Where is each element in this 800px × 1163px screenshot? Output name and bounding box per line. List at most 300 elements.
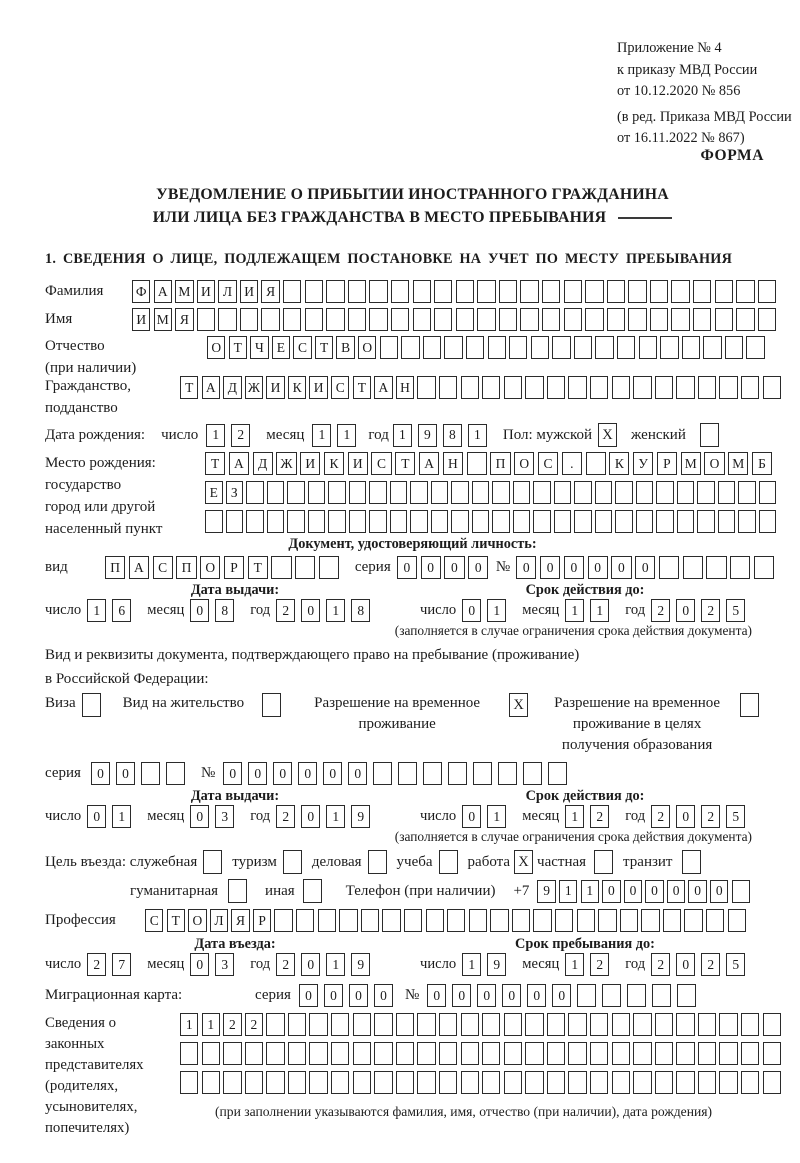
char-cell[interactable]: 9 xyxy=(537,880,555,903)
char-cell[interactable] xyxy=(671,280,689,303)
char-cell[interactable] xyxy=(639,336,657,359)
char-cell[interactable] xyxy=(620,909,638,932)
char-cell[interactable]: З xyxy=(226,481,244,504)
permit-valid-day[interactable] xyxy=(462,805,512,828)
char-cell[interactable] xyxy=(353,1071,371,1094)
char-cell[interactable] xyxy=(547,1013,565,1036)
char-cell[interactable] xyxy=(461,376,479,399)
char-cell[interactable] xyxy=(698,1042,716,1065)
char-cell[interactable]: 0 xyxy=(190,805,209,828)
char-cell[interactable]: А xyxy=(374,376,392,399)
char-cell[interactable]: 2 xyxy=(276,805,295,828)
char-cell[interactable] xyxy=(461,1042,479,1065)
char-cell[interactable] xyxy=(472,481,490,504)
char-cell[interactable] xyxy=(525,376,543,399)
char-cell[interactable] xyxy=(568,376,586,399)
char-cell[interactable]: 1 xyxy=(468,424,487,447)
char-cell[interactable]: Б xyxy=(752,452,772,475)
char-cell[interactable] xyxy=(353,1013,371,1036)
char-cell[interactable]: 0 xyxy=(588,556,608,579)
char-cell[interactable] xyxy=(444,336,462,359)
char-cell[interactable]: С xyxy=(153,556,173,579)
study-checkbox[interactable] xyxy=(439,850,458,874)
char-cell[interactable] xyxy=(682,850,701,874)
char-cell[interactable] xyxy=(698,1013,716,1036)
char-cell[interactable] xyxy=(520,308,538,331)
char-cell[interactable]: К xyxy=(324,452,344,475)
char-cell[interactable] xyxy=(82,693,101,717)
char-cell[interactable] xyxy=(287,481,305,504)
char-cell[interactable] xyxy=(725,336,743,359)
char-cell[interactable] xyxy=(331,1042,349,1065)
char-cell[interactable] xyxy=(715,308,733,331)
char-cell[interactable] xyxy=(660,336,678,359)
char-cell[interactable] xyxy=(650,280,668,303)
char-cell[interactable] xyxy=(700,423,719,447)
char-cell[interactable] xyxy=(283,850,302,874)
char-cell[interactable]: Р xyxy=(253,909,271,932)
doc-number-field[interactable] xyxy=(516,556,778,579)
char-cell[interactable]: 0 xyxy=(190,953,209,976)
char-cell[interactable] xyxy=(490,909,508,932)
char-cell[interactable]: Е xyxy=(205,481,223,504)
char-cell[interactable]: И xyxy=(309,376,327,399)
char-cell[interactable]: 2 xyxy=(276,599,295,622)
representatives-row3[interactable] xyxy=(180,1071,784,1094)
char-cell[interactable]: 0 xyxy=(540,556,560,579)
char-cell[interactable]: 7 xyxy=(112,953,131,976)
char-cell[interactable] xyxy=(706,556,726,579)
char-cell[interactable] xyxy=(682,336,700,359)
char-cell[interactable]: Н xyxy=(443,452,463,475)
char-cell[interactable] xyxy=(595,510,613,533)
char-cell[interactable]: 2 xyxy=(223,1013,241,1036)
char-cell[interactable] xyxy=(331,1013,349,1036)
char-cell[interactable] xyxy=(434,280,452,303)
citizenship-field[interactable] xyxy=(180,376,784,399)
char-cell[interactable] xyxy=(417,1042,435,1065)
char-cell[interactable] xyxy=(283,308,301,331)
char-cell[interactable] xyxy=(417,1071,435,1094)
char-cell[interactable]: 1 xyxy=(565,599,584,622)
char-cell[interactable] xyxy=(533,510,551,533)
char-cell[interactable] xyxy=(574,481,592,504)
char-cell[interactable] xyxy=(374,1071,392,1094)
residence-permit-checkbox[interactable] xyxy=(262,693,281,717)
char-cell[interactable] xyxy=(595,481,613,504)
char-cell[interactable] xyxy=(628,308,646,331)
char-cell[interactable] xyxy=(533,481,551,504)
char-cell[interactable] xyxy=(719,1071,737,1094)
char-cell[interactable]: 0 xyxy=(667,880,685,903)
char-cell[interactable]: 0 xyxy=(645,880,663,903)
birthplace-row2[interactable] xyxy=(205,481,779,504)
char-cell[interactable]: 0 xyxy=(602,880,620,903)
char-cell[interactable]: И xyxy=(240,280,258,303)
char-cell[interactable]: 0 xyxy=(190,599,209,622)
char-cell[interactable]: 0 xyxy=(299,984,318,1007)
name-field[interactable] xyxy=(132,308,779,331)
char-cell[interactable] xyxy=(431,510,449,533)
char-cell[interactable] xyxy=(308,481,326,504)
char-cell[interactable]: Т xyxy=(167,909,185,932)
char-cell[interactable]: О xyxy=(207,336,225,359)
char-cell[interactable]: А xyxy=(129,556,149,579)
char-cell[interactable]: 0 xyxy=(427,984,446,1007)
char-cell[interactable] xyxy=(740,693,759,717)
char-cell[interactable]: 0 xyxy=(301,599,320,622)
doc-valid-day[interactable] xyxy=(462,599,512,622)
char-cell[interactable] xyxy=(676,1013,694,1036)
char-cell[interactable] xyxy=(451,481,469,504)
char-cell[interactable] xyxy=(741,1013,759,1036)
char-cell[interactable]: 0 xyxy=(552,984,571,1007)
entry-year[interactable] xyxy=(276,953,376,976)
char-cell[interactable] xyxy=(205,510,223,533)
char-cell[interactable]: 1 xyxy=(326,805,345,828)
char-cell[interactable] xyxy=(245,1042,263,1065)
char-cell[interactable]: 1 xyxy=(326,599,345,622)
char-cell[interactable]: 0 xyxy=(462,805,481,828)
char-cell[interactable]: 0 xyxy=(273,762,292,785)
char-cell[interactable] xyxy=(728,909,746,932)
char-cell[interactable] xyxy=(218,308,236,331)
char-cell[interactable]: Ж xyxy=(245,376,263,399)
char-cell[interactable] xyxy=(509,336,527,359)
char-cell[interactable] xyxy=(650,308,668,331)
char-cell[interactable] xyxy=(554,510,572,533)
char-cell[interactable] xyxy=(542,280,560,303)
char-cell[interactable] xyxy=(523,762,542,785)
char-cell[interactable] xyxy=(585,280,603,303)
char-cell[interactable] xyxy=(439,1042,457,1065)
char-cell[interactable] xyxy=(482,1042,500,1065)
char-cell[interactable] xyxy=(697,510,715,533)
char-cell[interactable] xyxy=(410,481,428,504)
char-cell[interactable] xyxy=(612,1042,630,1065)
char-cell[interactable] xyxy=(349,481,367,504)
char-cell[interactable]: 9 xyxy=(418,424,437,447)
char-cell[interactable] xyxy=(564,308,582,331)
char-cell[interactable] xyxy=(577,909,595,932)
char-cell[interactable]: А xyxy=(419,452,439,475)
business-checkbox[interactable] xyxy=(368,850,387,874)
representatives-row2[interactable] xyxy=(180,1042,784,1065)
char-cell[interactable] xyxy=(467,452,487,475)
char-cell[interactable]: 3 xyxy=(215,953,234,976)
char-cell[interactable]: 0 xyxy=(444,556,464,579)
char-cell[interactable] xyxy=(641,909,659,932)
char-cell[interactable] xyxy=(382,909,400,932)
char-cell[interactable] xyxy=(482,1013,500,1036)
char-cell[interactable]: . xyxy=(562,452,582,475)
char-cell[interactable] xyxy=(520,280,538,303)
char-cell[interactable] xyxy=(368,850,387,874)
char-cell[interactable]: 1 xyxy=(326,953,345,976)
char-cell[interactable] xyxy=(730,556,750,579)
char-cell[interactable] xyxy=(482,376,500,399)
char-cell[interactable] xyxy=(305,280,323,303)
char-cell[interactable] xyxy=(240,308,258,331)
char-cell[interactable] xyxy=(659,556,679,579)
char-cell[interactable] xyxy=(202,1042,220,1065)
char-cell[interactable]: Л xyxy=(210,909,228,932)
char-cell[interactable]: 1 xyxy=(565,953,584,976)
char-cell[interactable] xyxy=(676,1071,694,1094)
char-cell[interactable]: 0 xyxy=(688,880,706,903)
char-cell[interactable] xyxy=(615,481,633,504)
char-cell[interactable] xyxy=(547,1042,565,1065)
char-cell[interactable]: X xyxy=(598,423,617,447)
char-cell[interactable] xyxy=(492,481,510,504)
char-cell[interactable]: М xyxy=(175,280,193,303)
char-cell[interactable]: Е xyxy=(272,336,290,359)
char-cell[interactable]: 1 xyxy=(487,805,506,828)
char-cell[interactable] xyxy=(309,1013,327,1036)
doc-series-field[interactable] xyxy=(397,556,492,579)
char-cell[interactable]: 1 xyxy=(312,424,331,447)
birth-day-field[interactable] xyxy=(206,424,256,447)
char-cell[interactable] xyxy=(719,1013,737,1036)
char-cell[interactable] xyxy=(477,308,495,331)
char-cell[interactable] xyxy=(513,481,531,504)
char-cell[interactable]: 0 xyxy=(301,805,320,828)
char-cell[interactable] xyxy=(736,280,754,303)
char-cell[interactable]: 8 xyxy=(215,599,234,622)
char-cell[interactable]: 5 xyxy=(726,599,745,622)
official-checkbox[interactable] xyxy=(203,850,222,874)
char-cell[interactable] xyxy=(339,909,357,932)
char-cell[interactable] xyxy=(656,510,674,533)
char-cell[interactable]: И xyxy=(197,280,215,303)
char-cell[interactable] xyxy=(267,510,285,533)
char-cell[interactable]: 1 xyxy=(180,1013,198,1036)
char-cell[interactable] xyxy=(718,481,736,504)
char-cell[interactable]: Д xyxy=(223,376,241,399)
char-cell[interactable] xyxy=(698,1071,716,1094)
male-checkbox[interactable] xyxy=(598,423,617,447)
char-cell[interactable] xyxy=(533,909,551,932)
birth-year-field[interactable] xyxy=(393,424,493,447)
char-cell[interactable]: О xyxy=(188,909,206,932)
char-cell[interactable] xyxy=(309,1071,327,1094)
char-cell[interactable] xyxy=(504,1013,522,1036)
char-cell[interactable] xyxy=(472,510,490,533)
char-cell[interactable] xyxy=(348,280,366,303)
char-cell[interactable] xyxy=(676,376,694,399)
char-cell[interactable]: 0 xyxy=(301,953,320,976)
char-cell[interactable]: И xyxy=(300,452,320,475)
char-cell[interactable] xyxy=(318,909,336,932)
char-cell[interactable] xyxy=(746,336,764,359)
char-cell[interactable]: 1 xyxy=(393,424,412,447)
char-cell[interactable] xyxy=(390,481,408,504)
char-cell[interactable]: О xyxy=(704,452,724,475)
char-cell[interactable] xyxy=(758,280,776,303)
char-cell[interactable] xyxy=(461,1013,479,1036)
char-cell[interactable] xyxy=(228,879,247,903)
char-cell[interactable] xyxy=(423,762,442,785)
char-cell[interactable] xyxy=(585,308,603,331)
char-cell[interactable] xyxy=(401,336,419,359)
char-cell[interactable] xyxy=(477,280,495,303)
char-cell[interactable]: 0 xyxy=(91,762,110,785)
char-cell[interactable] xyxy=(404,909,422,932)
char-cell[interactable] xyxy=(448,762,467,785)
birthplace-row1[interactable] xyxy=(205,452,779,475)
char-cell[interactable]: 1 xyxy=(590,599,609,622)
char-cell[interactable]: И xyxy=(266,376,284,399)
char-cell[interactable] xyxy=(319,556,339,579)
char-cell[interactable]: И xyxy=(348,452,368,475)
work-checkbox[interactable] xyxy=(514,850,533,874)
char-cell[interactable]: 0 xyxy=(462,599,481,622)
char-cell[interactable]: 9 xyxy=(351,953,370,976)
temp-residence-checkbox[interactable] xyxy=(509,693,528,717)
char-cell[interactable]: Я xyxy=(231,909,249,932)
char-cell[interactable] xyxy=(488,336,506,359)
char-cell[interactable] xyxy=(763,1013,781,1036)
char-cell[interactable] xyxy=(410,510,428,533)
char-cell[interactable] xyxy=(598,909,616,932)
char-cell[interactable] xyxy=(261,308,279,331)
permit-valid-month[interactable] xyxy=(565,805,615,828)
char-cell[interactable]: К xyxy=(288,376,306,399)
char-cell[interactable] xyxy=(633,376,651,399)
char-cell[interactable]: У xyxy=(633,452,653,475)
char-cell[interactable] xyxy=(326,280,344,303)
permit-series-field[interactable] xyxy=(91,762,191,785)
char-cell[interactable] xyxy=(732,880,750,903)
char-cell[interactable]: Т xyxy=(248,556,268,579)
char-cell[interactable]: В xyxy=(336,336,354,359)
char-cell[interactable] xyxy=(308,510,326,533)
temp-residence-edu-checkbox[interactable] xyxy=(740,693,759,717)
char-cell[interactable] xyxy=(498,762,517,785)
char-cell[interactable] xyxy=(656,481,674,504)
char-cell[interactable]: М xyxy=(681,452,701,475)
char-cell[interactable]: 1 xyxy=(87,599,106,622)
char-cell[interactable] xyxy=(391,280,409,303)
char-cell[interactable] xyxy=(741,1071,759,1094)
char-cell[interactable] xyxy=(398,762,417,785)
profession-field[interactable] xyxy=(145,909,749,932)
char-cell[interactable] xyxy=(677,984,696,1007)
char-cell[interactable]: А xyxy=(154,280,172,303)
char-cell[interactable] xyxy=(612,1071,630,1094)
char-cell[interactable] xyxy=(759,510,777,533)
char-cell[interactable]: М xyxy=(154,308,172,331)
char-cell[interactable] xyxy=(552,336,570,359)
char-cell[interactable] xyxy=(504,1042,522,1065)
char-cell[interactable] xyxy=(633,1071,651,1094)
char-cell[interactable] xyxy=(417,376,435,399)
char-cell[interactable] xyxy=(434,308,452,331)
char-cell[interactable]: 0 xyxy=(298,762,317,785)
char-cell[interactable]: 1 xyxy=(337,424,356,447)
char-cell[interactable] xyxy=(504,1071,522,1094)
char-cell[interactable]: 2 xyxy=(701,599,720,622)
permit-issue-month[interactable] xyxy=(190,805,240,828)
char-cell[interactable] xyxy=(542,308,560,331)
migcard-series-field[interactable] xyxy=(299,984,399,1007)
char-cell[interactable]: 0 xyxy=(624,880,642,903)
char-cell[interactable] xyxy=(607,308,625,331)
char-cell[interactable]: 1 xyxy=(487,599,506,622)
char-cell[interactable] xyxy=(525,1071,543,1094)
char-cell[interactable]: 0 xyxy=(676,953,695,976)
char-cell[interactable]: 0 xyxy=(710,880,728,903)
char-cell[interactable]: Я xyxy=(175,308,193,331)
char-cell[interactable]: С xyxy=(145,909,163,932)
char-cell[interactable] xyxy=(202,1071,220,1094)
char-cell[interactable] xyxy=(361,909,379,932)
char-cell[interactable]: 1 xyxy=(462,953,481,976)
char-cell[interactable]: С xyxy=(538,452,558,475)
char-cell[interactable] xyxy=(554,481,572,504)
char-cell[interactable] xyxy=(615,510,633,533)
char-cell[interactable] xyxy=(287,510,305,533)
char-cell[interactable] xyxy=(266,1071,284,1094)
char-cell[interactable] xyxy=(262,693,281,717)
char-cell[interactable]: С xyxy=(293,336,311,359)
char-cell[interactable]: Р xyxy=(224,556,244,579)
char-cell[interactable] xyxy=(577,984,596,1007)
char-cell[interactable] xyxy=(612,376,630,399)
char-cell[interactable] xyxy=(456,280,474,303)
char-cell[interactable]: 2 xyxy=(245,1013,263,1036)
char-cell[interactable] xyxy=(439,1013,457,1036)
char-cell[interactable] xyxy=(568,1013,586,1036)
char-cell[interactable]: 0 xyxy=(502,984,521,1007)
char-cell[interactable]: 0 xyxy=(421,556,441,579)
char-cell[interactable]: И xyxy=(132,308,150,331)
char-cell[interactable]: П xyxy=(105,556,125,579)
char-cell[interactable]: 1 xyxy=(559,880,577,903)
char-cell[interactable]: 0 xyxy=(223,762,242,785)
char-cell[interactable]: С xyxy=(331,376,349,399)
char-cell[interactable] xyxy=(417,1013,435,1036)
char-cell[interactable] xyxy=(482,1071,500,1094)
char-cell[interactable]: Ч xyxy=(250,336,268,359)
char-cell[interactable] xyxy=(763,376,781,399)
permit-number-field[interactable] xyxy=(223,762,573,785)
char-cell[interactable] xyxy=(492,510,510,533)
char-cell[interactable]: Р xyxy=(657,452,677,475)
char-cell[interactable] xyxy=(504,376,522,399)
char-cell[interactable] xyxy=(271,556,291,579)
char-cell[interactable] xyxy=(676,1042,694,1065)
char-cell[interactable] xyxy=(738,510,756,533)
char-cell[interactable] xyxy=(512,909,530,932)
char-cell[interactable] xyxy=(203,850,222,874)
char-cell[interactable] xyxy=(715,280,733,303)
char-cell[interactable] xyxy=(391,308,409,331)
char-cell[interactable]: 2 xyxy=(701,953,720,976)
char-cell[interactable] xyxy=(223,1042,241,1065)
char-cell[interactable] xyxy=(612,1013,630,1036)
char-cell[interactable] xyxy=(741,376,759,399)
char-cell[interactable] xyxy=(390,510,408,533)
char-cell[interactable] xyxy=(396,1071,414,1094)
birthplace-row3[interactable] xyxy=(205,510,779,533)
char-cell[interactable] xyxy=(274,909,292,932)
char-cell[interactable] xyxy=(547,1071,565,1094)
doc-issue-year[interactable] xyxy=(276,599,376,622)
char-cell[interactable]: Т xyxy=(395,452,415,475)
char-cell[interactable] xyxy=(525,1013,543,1036)
char-cell[interactable]: О xyxy=(358,336,376,359)
